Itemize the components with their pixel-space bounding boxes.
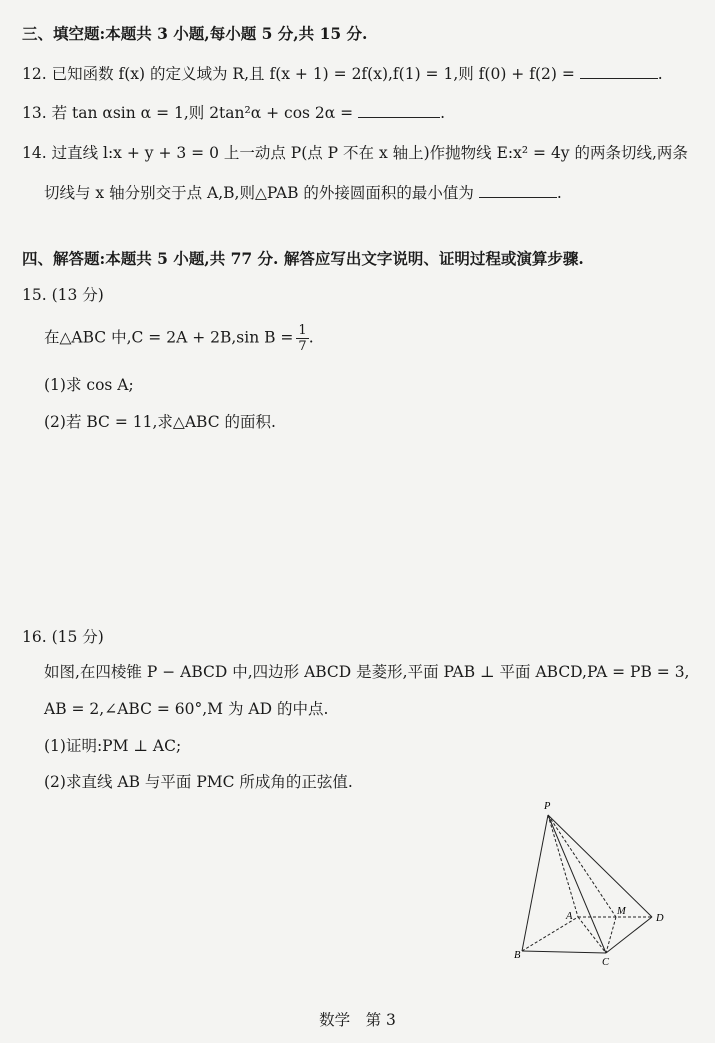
pyramid-figure [500,795,680,970]
q16-line1: 如图,在四棱锥 P − ABCD 中,四边形 ABCD 是菱形,平面 PAB ⊥ 平面 ABCD,PA = PB = 3, [44,663,690,681]
q15-part2: (2)若 BC = 11,求△ABC 的面积. [44,413,276,431]
question-13 [22,101,695,123]
q16-header: 16. (15 分) [22,628,104,646]
segment-PM [548,815,616,917]
q15-fraction [296,323,308,354]
q15-part1: (1)求 cos A; [44,376,134,394]
q12-end: . [657,65,663,83]
q13-end: . [440,104,446,122]
q16-part2: (2)求直线 AB 与平面 PMC 所成角的正弦值. [44,773,353,791]
q14-end: . [556,184,562,202]
question-14-line2 [44,181,695,203]
label-M: M [617,906,626,917]
label-B: B [514,950,521,961]
q15-stem-end: . [308,328,314,347]
diagonal-AC [578,917,606,953]
edge-PD [548,815,652,917]
label-D: D [656,913,664,924]
edge-PC [548,815,606,953]
q15-stem-text: 在△ABC 中,C = 2A + 2B,sin B = [44,328,294,347]
q16-line2: AB = 2,∠ABC = 60°,M 为 AD 的中点. [44,700,329,718]
q14-answer-blank[interactable] [479,183,557,198]
q13-text: 13. 若 tan αsin α = 1,则 2tan²α + cos 2α = [22,104,354,122]
q13-answer-blank[interactable] [358,103,440,118]
label-P: P [544,801,551,812]
q15-frac-num: 1 [298,323,307,338]
q12-answer-blank[interactable] [580,64,658,79]
q15-header: 15. (13 分) [22,286,104,304]
question-12 [22,62,695,84]
q16-part1: (1)证明:PM ⊥ AC; [44,737,182,755]
question-14-line1: 14. 过直线 l:x + y + 3 = 0 上一动点 P(点 P 不在 x 轴上)作抛物线 E:x² = 4y 的两条切线,两条 [22,144,688,162]
page-footer: 数学 第 3 [319,1011,396,1029]
section3-heading: 三、填空题:本题共 3 小题,每小题 5 分,共 15 分. [22,24,368,43]
edge-AB [522,917,578,951]
edge-PB [522,815,548,951]
q14-text: 切线与 x 轴分别交于点 A,B,则△PAB 的外接圆面积的最小值为 [44,184,474,202]
edge-CD [606,917,652,953]
label-C: C [602,957,610,968]
section4-heading: 四、解答题:本题共 5 小题,共 77 分. 解答应写出文字说明、证明过程或演算步骤. [22,249,584,268]
q12-text: 12. 已知函数 f(x) 的定义域为 R,且 f(x + 1) = 2f(x),f(1) = 1,则 f(0) + f(2) = [22,65,575,83]
segment-MC [606,917,616,953]
q15-stem [44,323,695,354]
q15-frac-den: 7 [298,339,307,354]
label-A: A [566,911,573,922]
edge-BC [522,951,606,953]
